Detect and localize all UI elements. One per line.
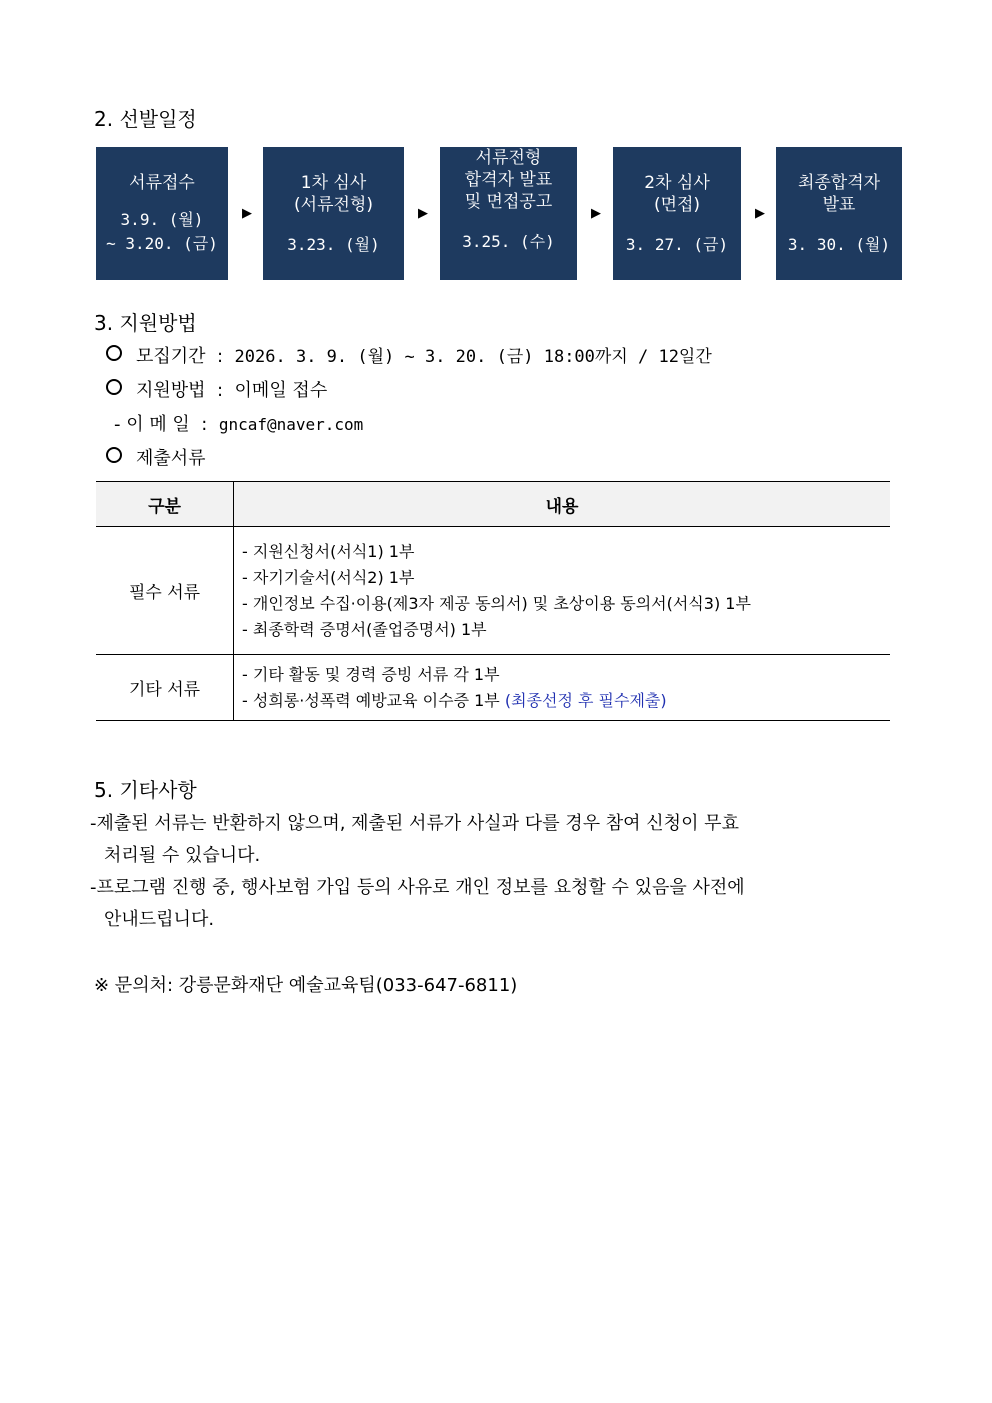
- step-title-line2: (서류전형): [294, 194, 373, 215]
- step-title-line1: 서류전형: [475, 148, 542, 168]
- step-date: 3. 27. (금): [625, 234, 729, 254]
- step-date-start: 3.9. (월): [120, 209, 204, 229]
- step-date-end: ~ 3.20. (금): [106, 233, 218, 253]
- documents-table: [96, 481, 890, 721]
- docs-line: [106, 447, 206, 471]
- contact-info: ※ 문의처: 강릉문화재단 예술교육팀(033-647-6811): [94, 975, 518, 996]
- step-title-line2: (면접): [653, 194, 701, 215]
- method-value: 이메일 접수: [234, 380, 328, 401]
- circle-bullet-icon: [106, 345, 122, 361]
- list-item: - 지원신청서(서식1) 1부: [242, 541, 415, 561]
- email-label: - 이 메 일: [114, 414, 190, 435]
- email-value[interactable]: gncaf@naver.com: [218, 415, 364, 434]
- note-personal-info: [90, 872, 900, 936]
- list-item: [242, 688, 882, 714]
- email-line: [114, 413, 363, 437]
- step-title: 서류접수: [129, 172, 195, 193]
- step-title-line1: 2차 심사: [644, 172, 710, 193]
- row-items: [234, 527, 891, 655]
- step-final-announcement: [776, 147, 902, 280]
- row-items: [234, 655, 891, 721]
- list-item-text: - 성희롱·성폭력 예방교육 이수증 1부: [242, 690, 505, 710]
- note-line: 처리될 수 있습니다.: [104, 845, 261, 866]
- table-header-row: [96, 482, 890, 527]
- method-line: [106, 379, 327, 403]
- colon: :: [217, 346, 224, 367]
- section-heading-schedule: 2. 선발일정: [94, 107, 197, 131]
- header-content: 내용: [234, 482, 891, 527]
- required-note: (최종선정 후 필수제출): [504, 690, 667, 710]
- step-document-pass-announcement: [440, 147, 577, 280]
- period-label: 모집기간: [136, 346, 206, 367]
- list-item: - 자기기술서(서식2) 1부: [242, 567, 415, 587]
- step-date: 3.23. (월): [287, 234, 380, 254]
- step-interview: [613, 147, 741, 280]
- colon: :: [201, 414, 208, 435]
- section-heading-other: 5. 기타사항: [94, 778, 197, 802]
- arrow-icon: ▶: [755, 206, 765, 221]
- docs-label: 제출서류: [136, 448, 206, 469]
- arrow-icon: ▶: [242, 206, 252, 221]
- method-label: 지원방법: [136, 380, 206, 401]
- step-document-submission: [96, 147, 228, 280]
- row-category: 필수 서류: [96, 527, 234, 655]
- arrow-icon: ▶: [418, 206, 428, 221]
- colon: :: [217, 380, 224, 401]
- arrow-icon: ▶: [591, 206, 601, 221]
- step-date: 3. 30. (월): [787, 234, 891, 254]
- note-line: -제출된 서류는 반환하지 않으며, 제출된 서류가 사실과 다를 경우 참여 신청이 무효: [90, 813, 739, 834]
- note-line: 안내드립니다.: [104, 909, 215, 930]
- step-title-line2: 발표: [822, 194, 856, 215]
- step-title-line3: 및 면접공고: [464, 192, 553, 212]
- note-return-documents: [90, 808, 900, 872]
- circle-bullet-icon: [106, 379, 122, 395]
- table-row: [96, 527, 890, 655]
- section-heading-application: 3. 지원방법: [94, 311, 197, 335]
- row-category: 기타 서류: [96, 655, 234, 721]
- circle-bullet-icon: [106, 447, 122, 463]
- step-date: 3.25. (수): [462, 232, 555, 251]
- step-title-line1: 최종합격자: [797, 172, 881, 193]
- list-item: - 최종학력 증명서(졸업증명서) 1부: [242, 619, 487, 639]
- header-category: 구분: [96, 482, 234, 527]
- step-title-line2: 합격자 발표: [464, 170, 553, 190]
- note-line: -프로그램 진행 중, 행사보험 가입 등의 사유로 개인 정보를 요청할 수 있음을 사전에: [90, 877, 745, 898]
- period-value: 2026. 3. 9. (월) ~ 3. 20. (금) 18:00까지 / 12일간: [234, 347, 712, 367]
- table-row: [96, 655, 890, 721]
- list-item: - 개인정보 수집·이용(제3자 제공 동의서) 및 초상이용 동의서(서식3) 1부: [242, 593, 751, 613]
- step-title-line1: 1차 심사: [300, 172, 367, 193]
- period-line: [106, 345, 712, 369]
- list-item: - 기타 활동 및 경력 증빙 서류 각 1부: [242, 664, 500, 684]
- step-first-review: [263, 147, 404, 280]
